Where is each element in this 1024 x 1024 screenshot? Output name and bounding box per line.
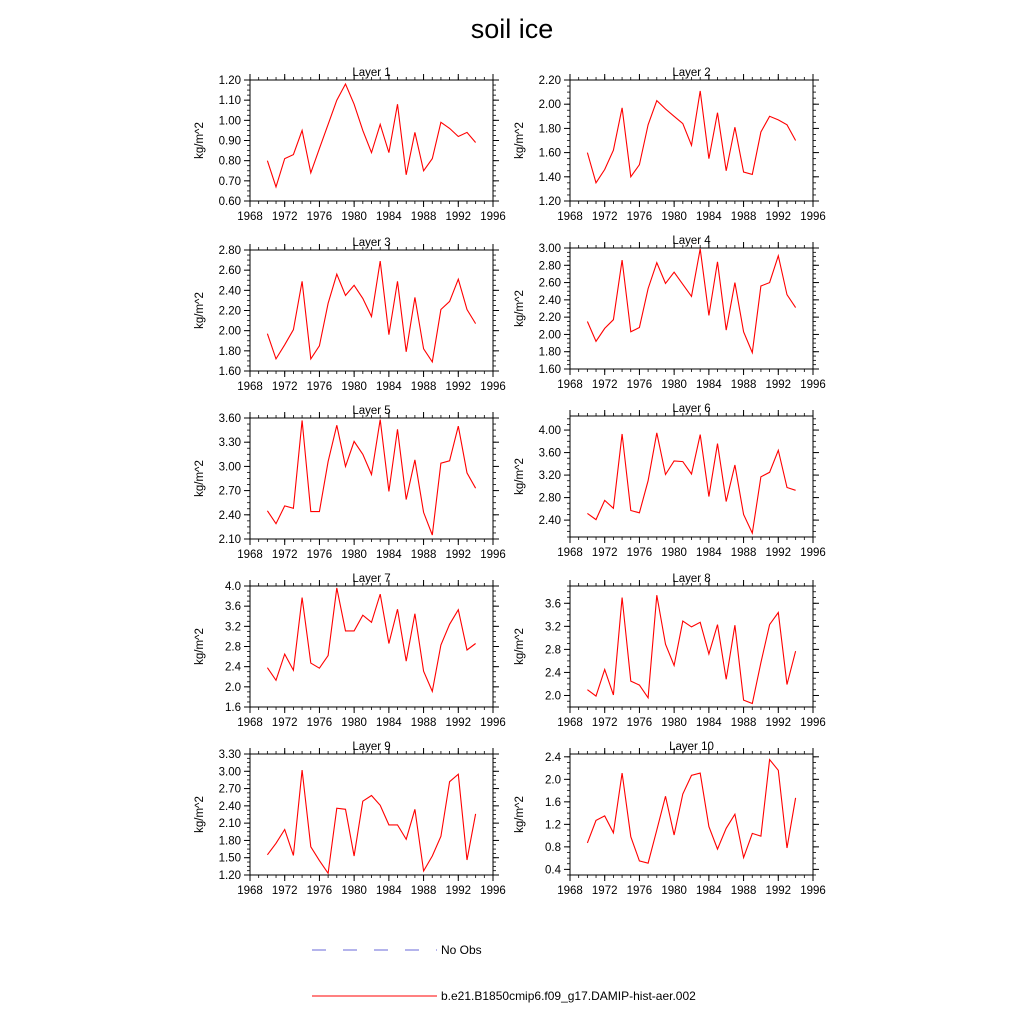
y-tick-label: 2.10 — [218, 818, 241, 831]
y-tick-label: 0.8 — [545, 841, 561, 854]
x-tick-label: 1984 — [696, 717, 722, 729]
x-tick-label: 1996 — [480, 211, 506, 223]
y-tick-label: 2.20 — [538, 75, 561, 87]
x-tick-label: 1972 — [271, 381, 298, 393]
x-tick-label: 1980 — [341, 381, 367, 393]
plot-frame — [570, 754, 813, 875]
x-tick-label: 1968 — [237, 885, 263, 897]
x-tick-label: 1992 — [765, 547, 792, 559]
x-tick-label: 1980 — [661, 379, 687, 391]
x-tick-label: 1976 — [626, 547, 653, 559]
x-tick-label: 1992 — [765, 211, 792, 223]
plot-frame — [250, 418, 493, 539]
layer-panel — [514, 235, 826, 391]
y-tick-label: 2.80 — [538, 492, 561, 505]
x-tick-label: 1968 — [557, 379, 583, 391]
series-line — [267, 261, 475, 362]
x-tick-label: 1992 — [445, 717, 472, 729]
x-tick-label: 1996 — [480, 381, 506, 393]
series-line — [587, 760, 795, 864]
x-tick-label: 1988 — [410, 211, 437, 223]
y-tick-label: 1.20 — [218, 870, 241, 882]
x-tick-label: 1976 — [626, 717, 653, 729]
x-tick-label: 1996 — [800, 547, 826, 559]
x-tick-label: 1976 — [306, 717, 333, 729]
y-tick-label: 2.60 — [218, 265, 241, 278]
y-tick-label: 2.20 — [218, 305, 241, 318]
panel-title: Layer 3 — [352, 237, 391, 249]
y-axis-label: kg/m^2 — [514, 458, 526, 495]
x-tick-label: 1984 — [376, 885, 402, 897]
y-axis-label: kg/m^2 — [194, 460, 206, 497]
x-tick-label: 1972 — [591, 379, 618, 391]
y-tick-label: 0.4 — [545, 864, 561, 877]
x-tick-label: 1984 — [696, 885, 722, 897]
y-tick-label: 2.4 — [225, 661, 241, 674]
y-axis-label: kg/m^2 — [194, 122, 206, 159]
x-tick-label: 1980 — [661, 547, 687, 559]
y-tick-label: 1.60 — [538, 147, 561, 160]
x-tick-label: 1988 — [730, 717, 757, 729]
y-tick-label: 3.30 — [218, 749, 241, 761]
y-tick-label: 2.80 — [218, 245, 241, 257]
plot-frame — [570, 416, 813, 537]
y-tick-label: 3.20 — [538, 470, 561, 483]
x-tick-label: 1980 — [661, 211, 687, 223]
y-tick-label: 3.00 — [218, 766, 241, 779]
y-tick-label: 2.0 — [545, 690, 561, 703]
x-tick-label: 1992 — [765, 885, 792, 897]
layer-panel — [194, 741, 506, 897]
y-tick-label: 1.00 — [218, 115, 241, 128]
y-tick-label: 3.2 — [225, 621, 241, 634]
y-tick-label: 3.30 — [218, 437, 241, 450]
x-tick-label: 1980 — [341, 717, 367, 729]
x-tick-label: 1996 — [480, 549, 506, 561]
x-tick-label: 1992 — [445, 549, 472, 561]
y-tick-label: 3.2 — [545, 621, 561, 634]
y-tick-label: 0.70 — [218, 175, 241, 188]
y-tick-label: 3.60 — [218, 413, 241, 425]
x-tick-label: 1988 — [410, 549, 437, 561]
panel-title: Layer 2 — [672, 67, 711, 79]
y-tick-label: 2.8 — [545, 644, 561, 657]
plot-frame — [250, 80, 493, 201]
y-tick-label: 2.80 — [538, 260, 561, 273]
x-tick-label: 1996 — [480, 885, 506, 897]
y-tick-label: 1.60 — [218, 366, 241, 378]
x-tick-label: 1972 — [271, 549, 298, 561]
x-tick-label: 1984 — [376, 211, 402, 223]
y-tick-label: 1.60 — [538, 364, 561, 376]
y-tick-label: 2.0 — [545, 774, 561, 787]
series-line — [587, 249, 795, 353]
series-line — [587, 433, 795, 533]
x-tick-label: 1968 — [557, 547, 583, 559]
layer-panel — [514, 403, 826, 559]
x-tick-label: 1984 — [376, 381, 402, 393]
y-axis-label: kg/m^2 — [514, 122, 526, 159]
x-tick-label: 1988 — [410, 381, 437, 393]
layer-panel — [514, 741, 826, 897]
y-axis-label: kg/m^2 — [514, 628, 526, 665]
y-tick-label: 3.00 — [218, 461, 241, 474]
y-tick-label: 3.00 — [538, 243, 561, 255]
x-tick-label: 1988 — [730, 211, 757, 223]
x-tick-label: 1968 — [237, 549, 263, 561]
x-tick-label: 1972 — [591, 211, 618, 223]
y-tick-label: 2.0 — [225, 681, 241, 694]
legend-label: No Obs — [441, 943, 482, 957]
x-tick-label: 1992 — [445, 211, 472, 223]
x-tick-label: 1972 — [591, 885, 618, 897]
y-tick-label: 2.40 — [218, 800, 241, 813]
y-tick-label: 2.40 — [538, 515, 561, 528]
y-tick-label: 1.2 — [545, 819, 561, 832]
x-tick-label: 1972 — [271, 211, 298, 223]
y-tick-label: 2.60 — [538, 277, 561, 290]
x-tick-label: 1980 — [341, 885, 367, 897]
x-tick-label: 1984 — [696, 379, 722, 391]
y-tick-label: 2.10 — [218, 534, 241, 546]
y-tick-label: 2.00 — [538, 329, 561, 342]
y-tick-label: 1.6 — [225, 702, 241, 714]
plot-frame — [250, 754, 493, 875]
y-tick-label: 2.70 — [218, 783, 241, 796]
series-line — [587, 595, 795, 703]
y-tick-label: 2.00 — [218, 325, 241, 338]
x-tick-label: 1988 — [410, 885, 437, 897]
y-tick-label: 1.6 — [545, 796, 561, 809]
legend — [312, 943, 696, 1003]
plot-frame — [570, 80, 813, 201]
y-tick-label: 2.8 — [225, 641, 241, 654]
x-tick-label: 1992 — [445, 885, 472, 897]
x-tick-label: 1980 — [341, 549, 367, 561]
layer-panel — [194, 573, 506, 729]
x-tick-label: 1984 — [376, 549, 402, 561]
series-line — [267, 84, 475, 187]
x-tick-label: 1968 — [237, 381, 263, 393]
series-line — [587, 91, 795, 183]
y-axis-label: kg/m^2 — [194, 796, 206, 833]
y-axis-label: kg/m^2 — [514, 796, 526, 833]
x-tick-label: 1988 — [730, 547, 757, 559]
y-tick-label: 1.20 — [538, 196, 561, 208]
x-tick-label: 1968 — [557, 885, 583, 897]
y-tick-label: 0.80 — [218, 155, 241, 168]
y-tick-label: 0.60 — [218, 196, 241, 208]
panel-title: Layer 7 — [352, 573, 391, 585]
y-tick-label: 0.90 — [218, 135, 241, 148]
plot-frame — [250, 586, 493, 707]
y-tick-label: 3.6 — [225, 601, 241, 614]
layer-panel — [514, 573, 826, 729]
y-tick-label: 1.80 — [538, 346, 561, 359]
x-tick-label: 1992 — [765, 379, 792, 391]
x-tick-label: 1980 — [661, 885, 687, 897]
x-tick-label: 1968 — [557, 717, 583, 729]
x-tick-label: 1980 — [661, 717, 687, 729]
x-tick-label: 1968 — [237, 717, 263, 729]
x-tick-label: 1976 — [626, 885, 653, 897]
x-tick-label: 1984 — [376, 717, 402, 729]
figure-title: soil ice — [470, 14, 554, 44]
x-tick-label: 1988 — [730, 379, 757, 391]
y-tick-label: 1.80 — [538, 123, 561, 136]
panel-title: Layer 5 — [352, 405, 391, 417]
x-tick-label: 1972 — [591, 547, 618, 559]
y-axis-label: kg/m^2 — [194, 628, 206, 665]
x-tick-label: 1996 — [800, 211, 826, 223]
y-tick-label: 1.80 — [218, 345, 241, 358]
layer-panel — [194, 237, 506, 393]
layer-panel — [194, 67, 506, 223]
x-tick-label: 1996 — [480, 717, 506, 729]
x-tick-label: 1976 — [626, 211, 653, 223]
x-tick-label: 1996 — [800, 379, 826, 391]
panel-title: Layer 9 — [352, 741, 391, 753]
x-tick-label: 1976 — [306, 885, 333, 897]
x-tick-label: 1968 — [237, 211, 263, 223]
series-line — [267, 420, 475, 535]
x-tick-label: 1972 — [591, 717, 618, 729]
x-tick-label: 1972 — [271, 885, 298, 897]
series-line — [267, 770, 475, 873]
x-tick-label: 1992 — [765, 717, 792, 729]
x-tick-label: 1984 — [696, 547, 722, 559]
legend-label: b.e21.B1850cmip6.f09_g17.DAMIP-hist-aer.002 — [441, 989, 696, 1003]
plot-frame — [570, 586, 813, 707]
x-tick-label: 1988 — [410, 717, 437, 729]
panel-title: Layer 8 — [672, 573, 711, 585]
panel-title: Layer 6 — [672, 403, 711, 415]
y-tick-label: 2.4 — [545, 751, 561, 764]
y-tick-label: 4.00 — [538, 425, 561, 438]
x-tick-label: 1996 — [800, 717, 826, 729]
y-tick-label: 3.6 — [545, 598, 561, 611]
plot-frame — [570, 248, 813, 369]
y-tick-label: 2.00 — [538, 99, 561, 112]
layer-panel — [514, 67, 826, 223]
x-tick-label: 1976 — [306, 549, 333, 561]
y-axis-label: kg/m^2 — [194, 292, 206, 329]
y-tick-label: 4.0 — [225, 581, 241, 593]
x-tick-label: 1976 — [306, 381, 333, 393]
panel-title: Layer 4 — [672, 235, 711, 247]
y-tick-label: 2.20 — [538, 312, 561, 325]
x-tick-label: 1996 — [800, 885, 826, 897]
y-tick-label: 3.60 — [538, 447, 561, 460]
y-tick-label: 2.70 — [218, 485, 241, 498]
y-tick-label: 1.50 — [218, 852, 241, 865]
x-tick-label: 1984 — [696, 211, 722, 223]
y-axis-label: kg/m^2 — [514, 290, 526, 327]
x-tick-label: 1972 — [271, 717, 298, 729]
y-tick-label: 1.20 — [218, 75, 241, 87]
y-tick-label: 2.40 — [218, 285, 241, 298]
y-tick-label: 1.80 — [218, 835, 241, 848]
x-tick-label: 1976 — [626, 379, 653, 391]
series-line — [267, 588, 475, 691]
panel-title: Layer 1 — [352, 67, 391, 79]
x-tick-label: 1976 — [306, 211, 333, 223]
y-tick-label: 2.4 — [545, 667, 561, 680]
x-tick-label: 1980 — [341, 211, 367, 223]
y-tick-label: 2.40 — [218, 509, 241, 522]
panel-title: Layer 10 — [669, 741, 714, 753]
y-tick-label: 1.10 — [218, 95, 241, 108]
plot-frame — [250, 250, 493, 371]
y-tick-label: 1.40 — [538, 171, 561, 184]
x-tick-label: 1968 — [557, 211, 583, 223]
x-tick-label: 1988 — [730, 885, 757, 897]
layer-panel — [194, 405, 506, 561]
x-tick-label: 1992 — [445, 381, 472, 393]
y-tick-label: 2.40 — [538, 294, 561, 307]
